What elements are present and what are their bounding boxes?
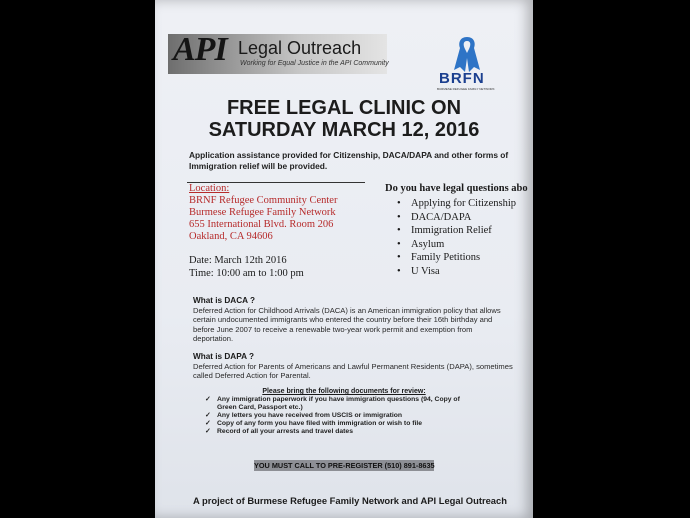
location-block [189, 183, 337, 243]
dapa-heading: What is DAPA ? [193, 352, 254, 361]
location-line: Burmese Refugee Family Network [189, 207, 336, 218]
api-logo-mark: API [173, 31, 227, 68]
title-line-2: SATURDAY MARCH 12, 2016 [208, 119, 480, 141]
awareness-ribbon-icon [452, 34, 482, 74]
list-item [205, 396, 467, 412]
brfn-logo-subtitle: BURMESE REFUGEE FAMILY NETWORK [437, 87, 495, 91]
questions-heading: Do you have legal questions abo [385, 183, 528, 194]
checkmark-icon: ✓ [205, 412, 211, 419]
daca-heading: What is DACA ? [193, 296, 256, 305]
location-line: Oakland, CA 94606 [189, 231, 273, 242]
date-time-block [189, 254, 304, 280]
event-date: Date: March 12th 2016 [189, 255, 287, 266]
list-item [205, 428, 467, 436]
list-item [205, 412, 467, 420]
document-item: Copy of any form you have filed with immigration or wish to file [217, 420, 423, 427]
dapa-text: Deferred Action for Parents of Americans and Lawful Permanent Residents (DAPA), sometimes called Deferred Action for Parental. [193, 362, 513, 381]
documents-list [205, 396, 467, 436]
documents-heading: Please bring the following documents for review: [262, 388, 426, 395]
pre-register-banner [254, 460, 434, 471]
title-line-1: FREE LEGAL CLINIC ON [226, 97, 462, 119]
event-time: Time: 10:00 am to 1:00 pm [189, 268, 304, 279]
location-line: BRNF Refugee Community Center [189, 195, 338, 206]
api-logo-name: Legal Outreach [238, 38, 362, 58]
brfn-logo-text: BRFN [439, 70, 485, 87]
list-item: • Family Petitions [397, 251, 516, 265]
document-item: Record of all your arrests and travel dates [217, 428, 353, 435]
flyer-page [155, 0, 533, 518]
location-line: 655 International Blvd. Room 206 [189, 219, 334, 230]
checkmark-icon: ✓ [205, 396, 211, 403]
list-item: • U Visa [397, 265, 516, 279]
checkmark-icon: ✓ [205, 420, 211, 427]
list-item: • Immigration Relief [397, 224, 516, 238]
list-item: • DACA/DAPA [397, 211, 516, 225]
intro-text: Application assistance provided for Citizenship, DACA/DAPA and other forms of Immigration relief will be provided. [189, 150, 509, 171]
questions-list [397, 197, 516, 279]
list-item: • Applying for Citizenship [397, 197, 516, 211]
list-item [205, 420, 467, 428]
location-heading: Location: [189, 183, 230, 194]
pre-register-text: YOU MUST CALL TO PRE-REGISTER (510) 891-8635 [254, 461, 435, 470]
daca-text: Deferred Action for Childhood Arrivals (DACA) is an American immigration policy that allows certain undocumented immigrants who entered the country before their 16th birthday and before June 2007 to receive a renewable two-year work permit and exemption from deportation. [193, 306, 501, 344]
checkmark-icon: ✓ [205, 428, 211, 435]
list-item: • Asylum [397, 238, 516, 252]
api-logo-tagline: Working for Equal Justice in the API Community [240, 60, 389, 67]
document-item: Any letters you have received from USCIS or immigration [217, 412, 403, 419]
document-item: Any immigration paperwork if you have immigration questions (94, Copy of Green Card, Passport etc.) [217, 396, 460, 411]
footer-text: A project of Burmese Refugee Family Network and API Legal Outreach [193, 495, 507, 506]
